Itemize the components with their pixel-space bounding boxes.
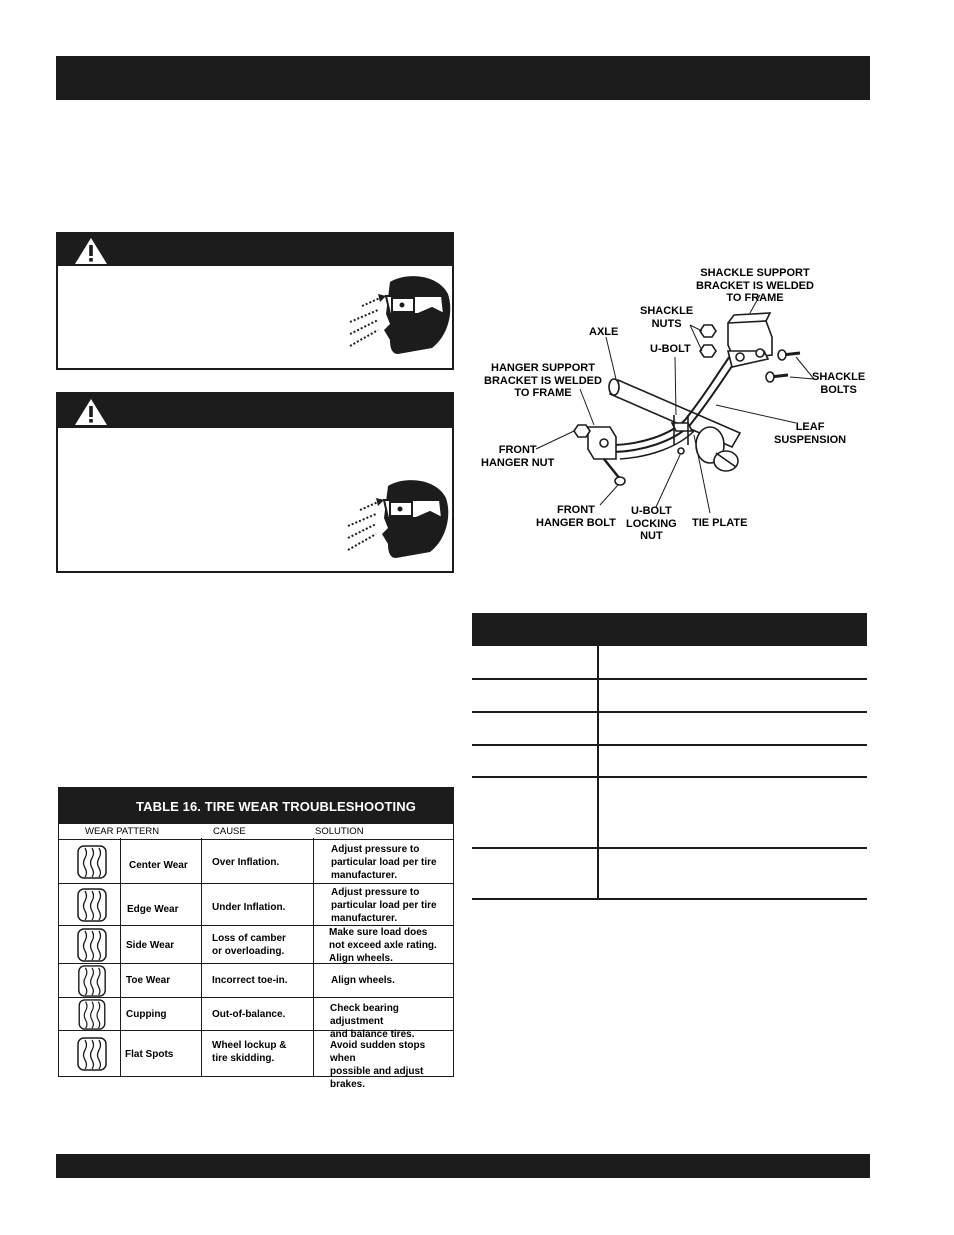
tire-tread-icon [77, 928, 107, 962]
row-solution [331, 974, 395, 987]
solution-line: not exceed axle rating. [329, 940, 437, 951]
cause-line: or overloading. [212, 946, 285, 957]
specification-table [472, 613, 867, 899]
label-shackle-nuts [640, 305, 693, 330]
cause-line: Over Inflation. [212, 857, 280, 868]
solution-line: Avoid sudden stops when [330, 1040, 426, 1064]
table-row [59, 963, 453, 998]
warning-box-2 [56, 392, 454, 573]
solution-line: manufacturer. [331, 870, 398, 881]
label-u-bolt-locking-nut [626, 505, 677, 543]
solution-line: possible and adjust brakes. [330, 1066, 424, 1090]
row-cause [212, 901, 285, 914]
page-footer-bar [56, 1154, 870, 1178]
solution-line: Make sure load does [329, 927, 428, 938]
label-line: BRACKET IS WELDED [696, 279, 814, 292]
label-shackle-bolts [812, 371, 865, 396]
cause-line: Incorrect toe-in. [212, 975, 288, 986]
label-line: U-BOLT [631, 505, 672, 517]
label-line: HANGER SUPPORT [491, 362, 595, 374]
label-line: NUTS [651, 317, 682, 330]
row-pattern: Toe Wear [126, 975, 171, 986]
label-line: NUT [640, 530, 663, 542]
tire-table-title: TABLE 16. TIRE WEAR TROUBLESHOOTING [59, 788, 453, 824]
row-pattern: Center Wear [129, 860, 188, 871]
warning-triangle-icon [74, 398, 108, 426]
label-line: BOLTS [820, 383, 857, 396]
tire-tread-icon [77, 845, 107, 879]
tire-tread-icon [77, 1037, 107, 1071]
cause-line: Out-of-balance. [212, 1009, 286, 1020]
tire-wear-table [58, 787, 454, 1090]
header-wear-pattern: WEAR PATTERN [85, 826, 160, 837]
safety-goggles-icon [346, 274, 452, 358]
label-line: SHACKLE [812, 371, 866, 383]
label-line: SHACKLE [640, 305, 694, 317]
table-row-line [472, 847, 867, 849]
tire-tread-icon [77, 999, 107, 1030]
tire-tread-icon [77, 965, 107, 997]
table-row [59, 883, 453, 926]
label-front-hanger-bolt [536, 504, 616, 529]
label-leaf-suspension [774, 421, 846, 446]
label-line: HANGER BOLT [536, 516, 616, 529]
cause-line: Wheel lockup & [212, 1040, 287, 1051]
solution-line: particular load per tire [331, 857, 437, 868]
table-row [59, 997, 453, 1040]
cause-line: Loss of camber [212, 933, 286, 944]
row-cause [212, 856, 279, 869]
warning-box-1 [56, 232, 454, 370]
row-cause [212, 932, 286, 958]
row-cause [212, 1039, 286, 1065]
solution-line: and balance tires. [330, 1029, 415, 1040]
page-header-bar [56, 56, 870, 100]
label-line: LEAF [795, 421, 825, 433]
safety-goggles-icon [344, 478, 450, 562]
row-cause [212, 974, 288, 987]
solution-line: Check bearing adjustment [330, 1003, 399, 1027]
table-row [59, 839, 453, 884]
warning-header-2 [58, 394, 452, 428]
label-hanger-support [484, 362, 602, 400]
warning-header-1 [58, 234, 452, 266]
label-line: SHACKLE SUPPORT [700, 267, 810, 279]
solution-line: Align wheels. [331, 975, 395, 986]
label-line: HANGER NUT [481, 456, 555, 469]
table-row-line [472, 711, 867, 713]
label-line: FRONT [498, 444, 537, 456]
tire-table-headers [59, 824, 453, 838]
table-row-line [472, 776, 867, 778]
label-u-bolt: U-BOLT [650, 343, 691, 355]
row-solution [330, 1039, 453, 1091]
row-solution [331, 843, 437, 882]
row-pattern: Edge Wear [127, 904, 179, 915]
solution-line: Adjust pressure to [331, 887, 420, 898]
row-pattern: Cupping [126, 1009, 167, 1020]
label-tie-plate: TIE PLATE [692, 517, 748, 529]
table-divider [597, 646, 599, 899]
label-line: SUSPENSION [774, 433, 847, 446]
header-solution: SOLUTION [315, 826, 364, 837]
solution-line: manufacturer. [331, 913, 398, 924]
table-row-line [472, 744, 867, 746]
label-front-hanger-nut [481, 444, 554, 469]
table-row-line [472, 678, 867, 680]
row-pattern: Side Wear [126, 940, 175, 951]
label-line: TO FRAME [514, 387, 572, 399]
label-line: LOCKING [626, 517, 677, 530]
row-cause [212, 1008, 285, 1021]
label-line: FRONT [556, 504, 595, 516]
table-header [472, 613, 867, 646]
solution-line: Align wheels. [329, 953, 393, 964]
label-axle: AXLE [589, 326, 619, 338]
label-line: TO FRAME [726, 292, 784, 304]
tire-tread-icon [77, 888, 107, 922]
row-solution [329, 926, 437, 965]
table-row-line [472, 898, 867, 900]
solution-line: particular load per tire [331, 900, 437, 911]
header-cause: CAUSE [213, 826, 246, 837]
warning-triangle-icon [74, 237, 108, 265]
row-pattern: Flat Spots [125, 1049, 174, 1060]
row-solution [331, 886, 437, 925]
cause-line: tire skidding. [212, 1053, 275, 1064]
label-line: BRACKET IS WELDED [484, 374, 602, 387]
solution-line: Adjust pressure to [331, 844, 420, 855]
table-row [59, 1030, 453, 1090]
label-shackle-support [696, 267, 814, 305]
cause-line: Under Inflation. [212, 902, 286, 913]
table-row [59, 925, 453, 964]
